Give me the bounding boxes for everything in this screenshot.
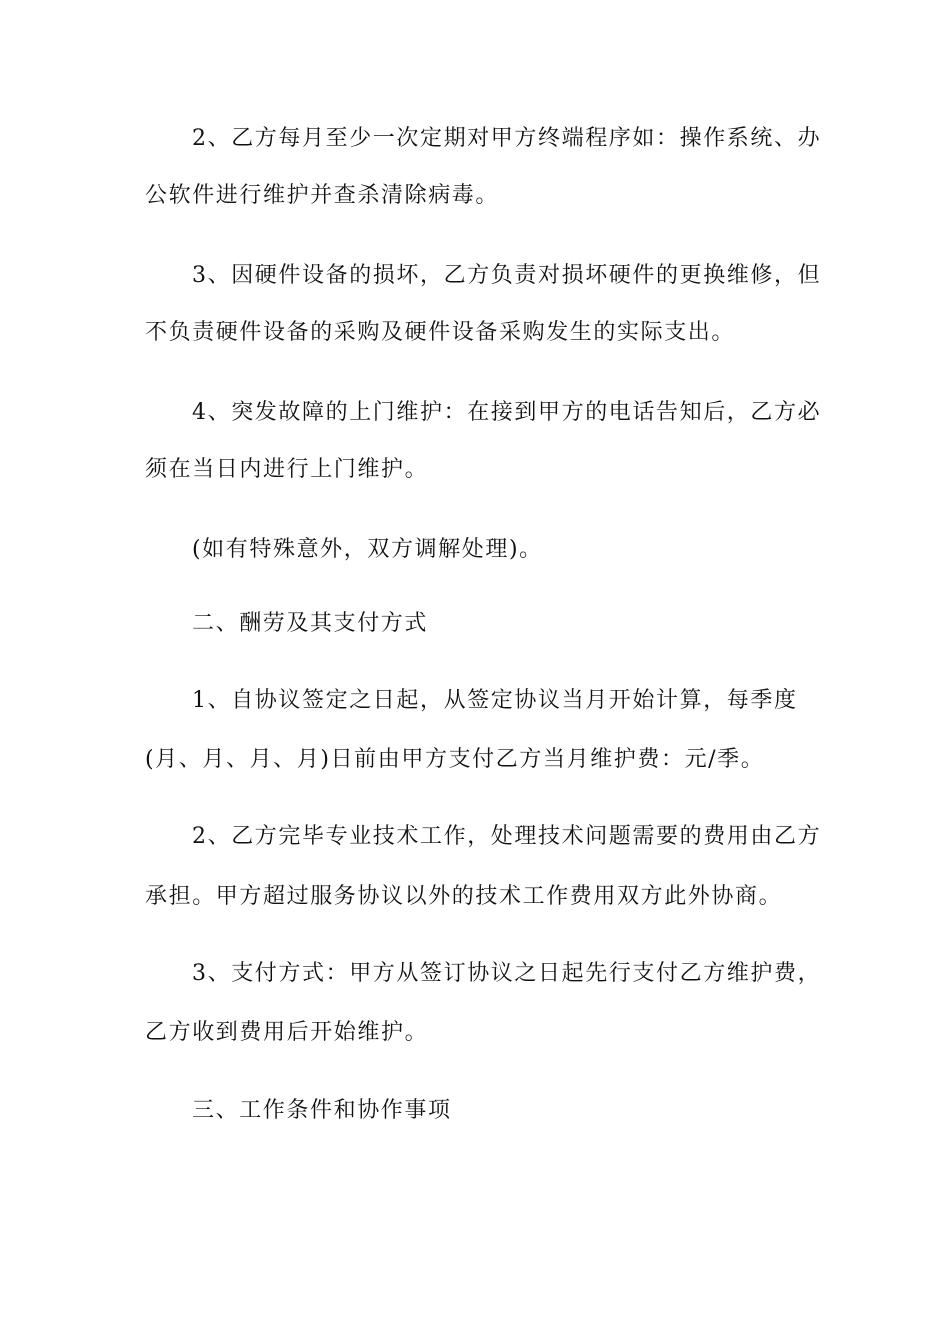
clause-1-4-line-1: 4、突发故障的上门维护：在接到甲方的电话告知后，乙方必 — [192, 400, 822, 425]
clause-2-3-line-2: 乙方收到费用后开始维护。 — [145, 1020, 429, 1045]
clause-1-3-line-2: 不负责硬件设备的采购及硬件设备采购发生的实际支出。 — [145, 320, 736, 345]
clause-2-2-line-2: 承担。甲方超过服务协议以外的技术工作费用双方此外协商。 — [145, 884, 783, 909]
clause-1-4-line-2: 须在当日内进行上门维护。 — [145, 457, 429, 482]
clause-2-1-line-1: 1、自协议签定之日起，从签定协议当月开始计算，每季度 — [192, 688, 798, 713]
clause-2-3-line-1: 3、支付方式：甲方从签订协议之日起先行支付乙方维护费， — [192, 961, 822, 986]
clause-2-2-line-1: 2、乙方完毕专业技术工作，处理技术问题需要的费用由乙方 — [192, 824, 822, 849]
clause-1-2-line-1: 2、乙方每月至少一次定期对甲方终端程序如：操作系统、办 — [192, 126, 822, 151]
clause-1-3-line-1: 3、因硬件设备的损坏，乙方负责对损坏硬件的更换维修，但 — [192, 263, 822, 288]
clause-2-1-line-2: (月、月、月、月)日前由甲方支付乙方当月维护费：元/季。 — [145, 747, 765, 772]
clause-1-2-line-2: 公软件进行维护并查杀清除病毒。 — [145, 183, 500, 208]
note-special-line: (如有特殊意外，双方调解处理)。 — [192, 537, 543, 562]
section-2-heading: 二、酬劳及其支付方式 — [192, 611, 429, 636]
section-3-heading: 三、工作条件和协作事项 — [192, 1098, 452, 1123]
